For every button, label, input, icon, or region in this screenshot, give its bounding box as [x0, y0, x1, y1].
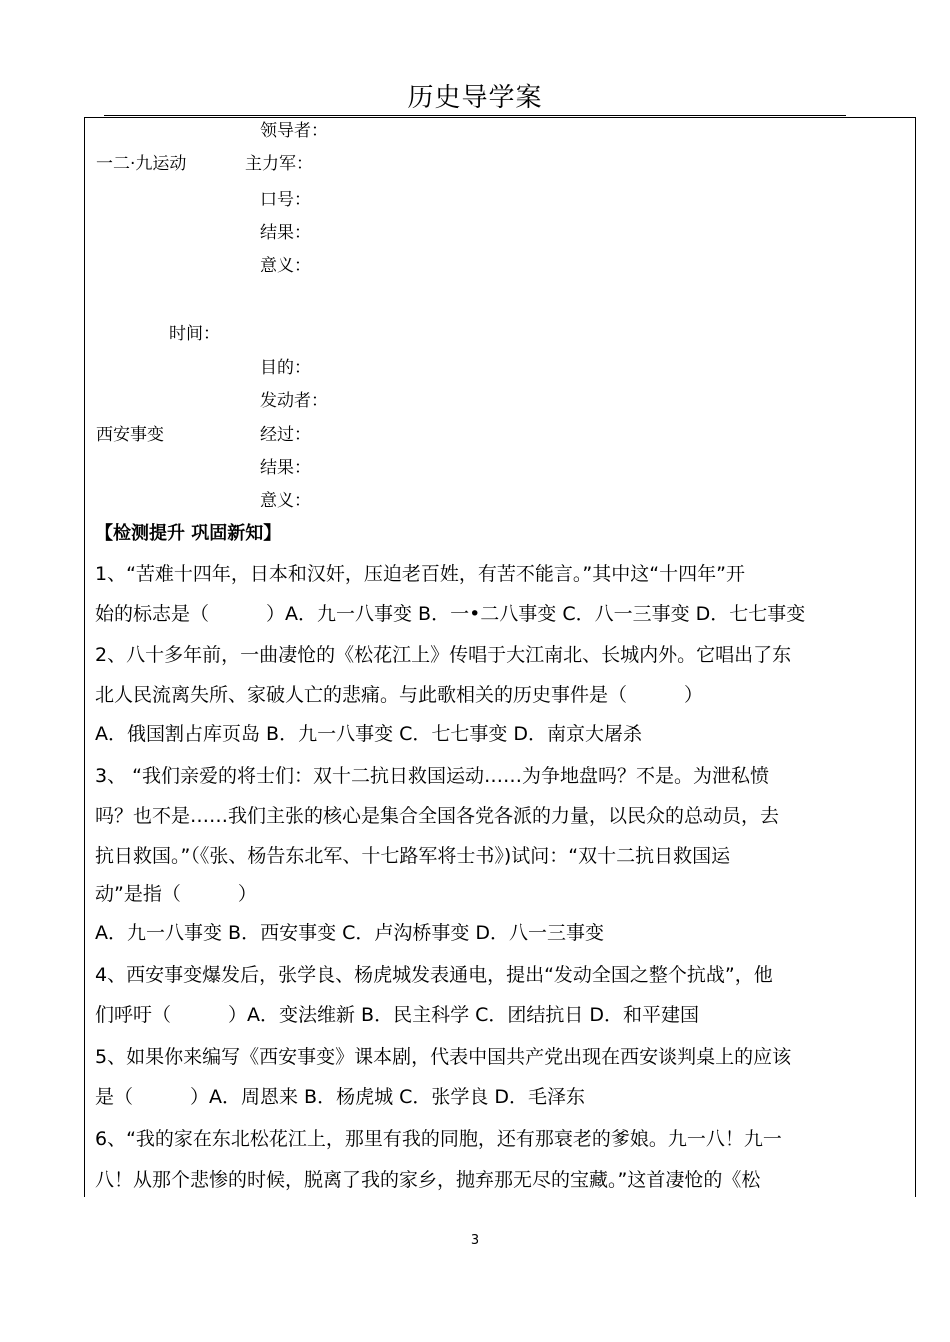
outline-dec9-slogan: 口号：	[260, 190, 311, 210]
question-line: 抗日救国。”（《张、杨告东北军、十七路军将士书》)试问：“双十二抗日救国运	[95, 845, 731, 867]
question-line: 八！从那个悲惨的时候，脱离了我的家乡，抛弃那无尽的宝藏。”这首凄怆的《松	[95, 1169, 761, 1191]
outline-xian-time: 时间：	[169, 324, 220, 344]
question-line: 4、西安事变爆发后，张学良、杨虎城发表通电，提出“发动全国之整个抗战”，他	[95, 964, 773, 986]
question-line: 6、“我的家在东北松花江上，那里有我的同胞，还有那衰老的爹娘。九一八！九一	[95, 1128, 782, 1150]
outline-xian-purpose: 目的：	[260, 358, 311, 378]
outline-xian-result: 结果：	[260, 458, 311, 478]
question-line: 北人民流离失所、家破人亡的悲痛。与此歌相关的历史事件是（ ）	[95, 684, 704, 706]
title-underline	[104, 115, 846, 116]
outline-dec9-main-force: 主力军：	[245, 154, 313, 174]
question-line: 始的标志是（ ）A．九一八事变 B．一•二八事变 C．八一三事变 D．七七事变	[95, 603, 806, 625]
question-line: 5、如果你来编写《西安事变》课本剧，代表中国共产党出现在西安谈判桌上的应该	[95, 1046, 792, 1068]
outline-xian-meaning: 意义：	[260, 491, 311, 511]
question-line: 2、八十多年前，一曲凄怆的《松花江上》传唱于大江南北、长城内外。它唱出了东	[95, 644, 792, 666]
question-line: A．九一八事变 B．西安事变 C．卢沟桥事变 D．八一三事变	[95, 922, 605, 944]
page-number: 3	[470, 1233, 480, 1248]
question-line: 们呼吁（ ）A．变法维新 B．民主科学 C．团结抗日 D．和平建国	[95, 1004, 700, 1026]
question-line: 是（ ）A．周恩来 B．杨虎城 C．张学良 D．毛泽东	[95, 1086, 586, 1108]
question-line: 动”是指（ ）	[95, 883, 257, 905]
question-line: 3、 “我们亲爱的将士们：双十二抗日救国运动……为争地盘吗？不是。为泄私愤	[95, 765, 769, 787]
outline-dec9-meaning: 意义：	[260, 256, 311, 276]
section-heading: 【检测提升 巩固新知】	[95, 523, 282, 544]
question-line: 1、“苦难十四年，日本和汉奸，压迫老百姓，有苦不能言。”其中这“十四年”开	[95, 563, 745, 585]
outline-dec9-label: 一二·九运动	[96, 154, 187, 174]
question-line: 吗？也不是……我们主张的核心是集合全国各党各派的力量，以民众的总动员，去	[95, 805, 780, 827]
outline-dec9-result: 结果：	[260, 223, 311, 243]
page-title: 历史导学案	[407, 83, 543, 113]
question-line: A．俄国割占库页岛 B．九一八事变 C．七七事变 D．南京大屠杀	[95, 723, 643, 745]
outline-dec9-leader: 领导者：	[260, 121, 328, 141]
outline-xian-process: 经过：	[260, 425, 311, 445]
outline-xian-label: 西安事变	[96, 425, 164, 445]
outline-xian-initiator: 发动者：	[260, 391, 328, 411]
